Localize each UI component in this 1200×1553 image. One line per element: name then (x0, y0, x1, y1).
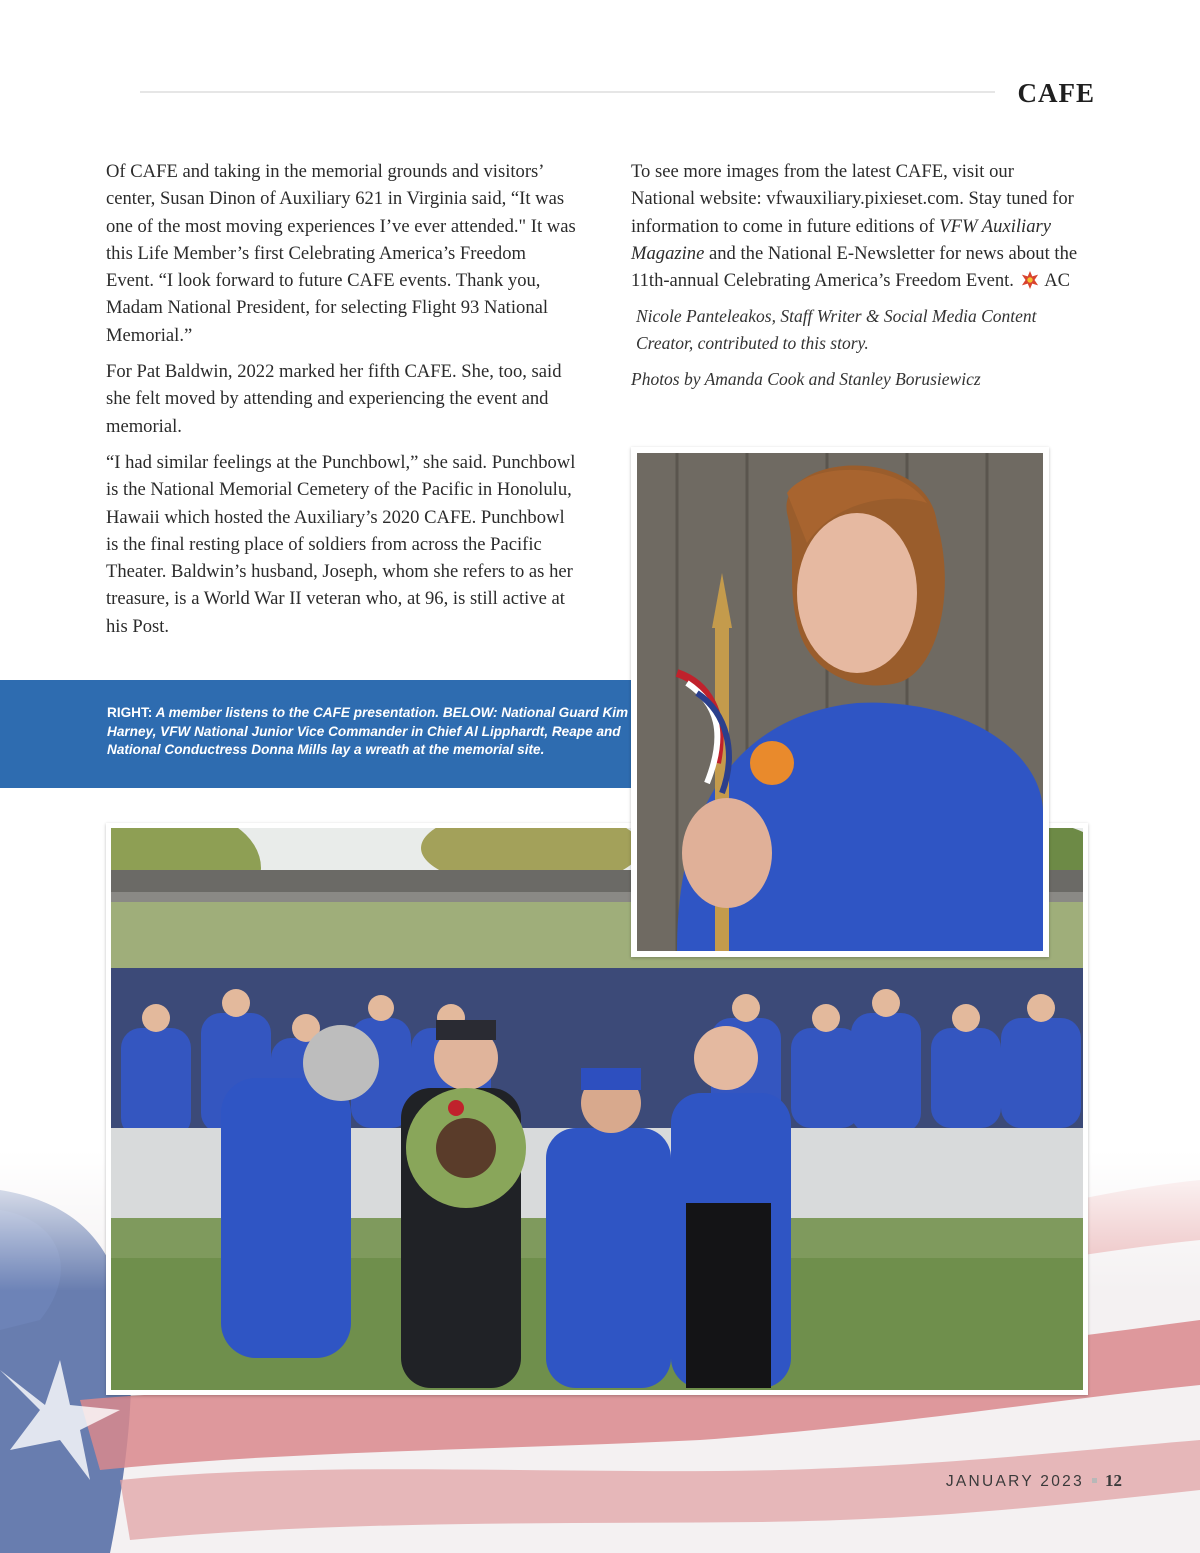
section-label: CAFE (1017, 78, 1095, 108)
end-mark: AC (1044, 270, 1071, 292)
body-paragraph: For Pat Baldwin, 2022 marked her fifth CAFE. She, too, said she felt moved by attending and experiencing the event and memorial. (106, 361, 562, 437)
body-paragraph: Of CAFE and taking in the memorial grounds and visitors’ center, Susan Dinon of Auxiliary 621 in Virginia said, “It was one of the most moving experiences I’ve ever attended." It was this Life Member’s first Celebrating America’s Freedom Event. “I look forward to future CAFE events. Thank you, Madam National President, for selecting Flight 93 National Memorial.” (106, 161, 576, 346)
magazine-title: VFW Auxiliary Magazine (631, 215, 1051, 264)
footer-separator (1092, 1478, 1097, 1483)
left-column (106, 158, 576, 649)
member-listening-photo (631, 447, 1049, 957)
body-text: To see more images from the latest CAFE, visit our National website: vfwauxiliary.pixieset.com. Stay tuned for information to come in future editions of (631, 161, 1074, 237)
body-paragraph: “I had similar feelings at the Punchbowl,” she said. Punchbowl is the National Memorial Cemetery of the Pacific in Honolulu, Hawaii which hosted the Auxiliary’s 2020 CAFE. Punchbowl is the final resting place of soldiers from across the Pacific Theater. Baldwin’s husband, Joseph, whom she refers to as her treasure, is a World War II veteran who, at 96, is still active at his Post. (106, 451, 576, 637)
member-listening-image (637, 453, 1043, 951)
header-rule (140, 91, 995, 93)
caption-body: A member listens to the CAFE presentation. BELOW: National Guard Kim Harney, VFW National Junior Vice Commander in Chief Al Lipphardt, Reape and National Conductress Donna Mills lay a wreath at the memorial site. (107, 705, 629, 757)
caption-lead: RIGHT: (107, 705, 153, 720)
right-column (631, 158, 1081, 402)
photo-credit: Photos by Amanda Cook and Stanley Borusiewicz (631, 369, 981, 390)
body-text: and the National E-Newsletter for news about the 11th-annual Celebrating America’s Freedom Event. (631, 242, 1078, 292)
photo-caption (107, 704, 652, 760)
writer-credit: Nicole Panteleakos, Staff Writer & Social Media Content Creator, contributed to this story. (636, 306, 1037, 354)
page-number: 12 (1105, 1471, 1122, 1490)
body-paragraph (631, 158, 1081, 294)
issue-date: JANUARY 2023 (945, 1473, 1084, 1490)
vfw-cross-icon (1021, 271, 1039, 289)
page-footer (946, 1471, 1122, 1491)
